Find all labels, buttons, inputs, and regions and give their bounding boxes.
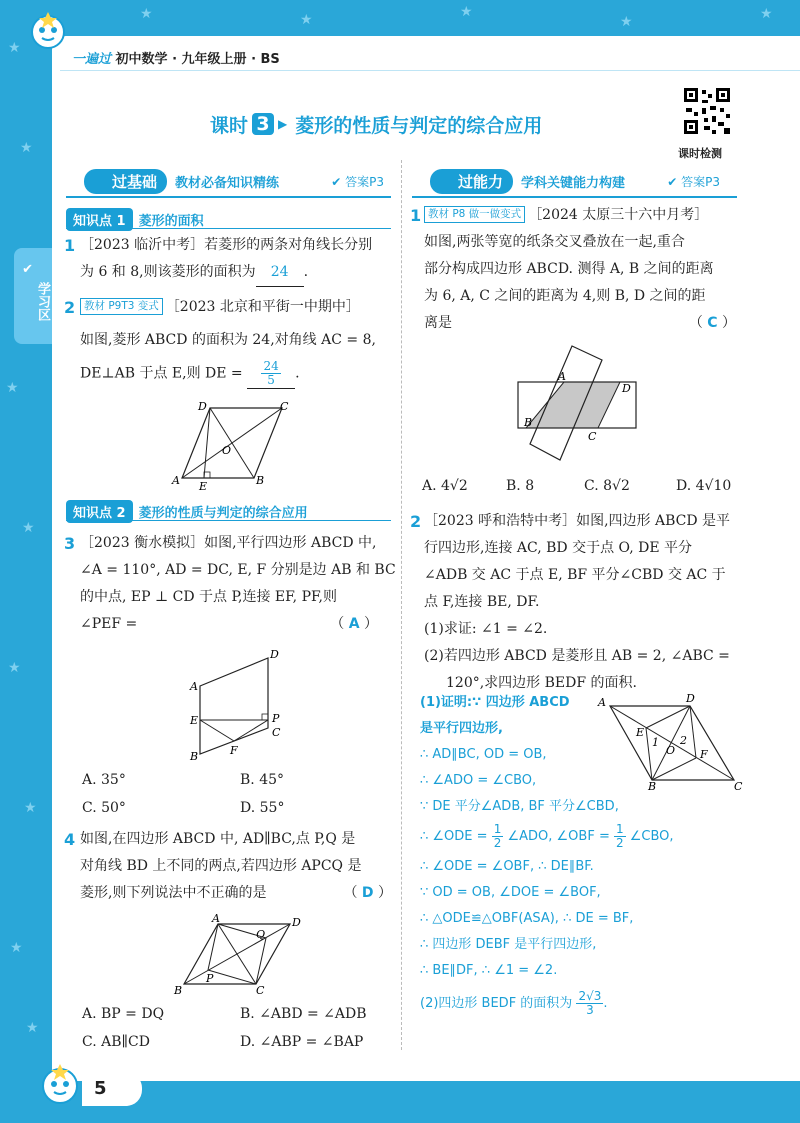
denominator: 2 xyxy=(493,836,502,850)
left-section-tag: 过基础 xyxy=(84,169,167,194)
kp2-title: 菱形的性质与判定的综合应用 xyxy=(138,506,308,521)
option-a[interactable]: A. 35° xyxy=(82,772,126,788)
r2-part1: (1)求证: ∠1 = ∠2. xyxy=(424,621,548,637)
r1-choice: C xyxy=(707,315,718,331)
solution-line xyxy=(420,984,750,1024)
option-b[interactable]: B. 45° xyxy=(240,772,285,788)
angle-2: 2 xyxy=(680,734,687,747)
label-c: C xyxy=(588,430,597,443)
solution-line: ∴ BE∥DF, ∴ ∠1 = ∠2. xyxy=(420,963,558,978)
answer-blank[interactable] xyxy=(247,360,295,389)
background-stars: ★ ★ ★ ★ ★ ★ ★ ★ ★ ★ ★ ★ ★ xyxy=(6,4,773,1036)
solution-line: ∴ AD∥BC, OD = OB, xyxy=(420,747,547,762)
r2-line3: ∠ADB 交 AC 于点 E, BF 平分∠CBD 交 AC 于 xyxy=(424,567,726,583)
solution-line: ∴ 四边形 DEBF 是平行四边形, xyxy=(420,937,597,952)
numerator: 1 xyxy=(493,822,502,836)
q1-period: . xyxy=(303,264,309,280)
solution-line xyxy=(420,820,750,854)
solution-text: (2)四边形 BEDF 的面积为 xyxy=(420,996,573,1011)
answer-numerator: 24 xyxy=(263,359,279,373)
solution-line: ∵ OD = OB, ∠DOE = ∠BOF, xyxy=(420,885,601,900)
header-rule xyxy=(60,70,800,71)
answer-blank[interactable]: 24 xyxy=(256,259,304,287)
option-c[interactable]: C. 50° xyxy=(82,800,126,816)
page-number: 5 xyxy=(82,1072,142,1106)
question-number: 1 xyxy=(410,206,422,225)
label-a: A xyxy=(212,914,220,925)
label-b: B xyxy=(648,780,657,792)
left-section-rule xyxy=(66,196,391,198)
label-e: E xyxy=(636,726,645,739)
fraction-area xyxy=(576,990,603,1017)
lesson-prefix: 课时 xyxy=(210,114,249,137)
label-d: D xyxy=(292,916,301,929)
q1-line1: ［2023 临沂中考］若菱形的两条对角线长分别 xyxy=(80,237,373,253)
q2-text: DE⊥AB 于点 E,则 DE = xyxy=(80,365,243,382)
check-icon: ✔ xyxy=(22,262,33,277)
question-2 xyxy=(80,294,396,389)
q3-line3: 的中点, EP ⊥ CD 于点 P,连接 EF, PF,则 xyxy=(80,589,337,605)
question-number: 2 xyxy=(410,512,422,531)
label-c: C xyxy=(280,400,289,413)
r1-line5 xyxy=(424,310,740,337)
q1-text: 为 6 和 8,则该菱形的面积为 xyxy=(80,264,256,280)
label-b: B xyxy=(190,750,199,762)
fraction-half xyxy=(492,823,504,850)
r1-line1 xyxy=(424,202,740,229)
fraction-half xyxy=(614,823,626,850)
left-section-subtitle: 教材必备知识精练 xyxy=(175,175,280,191)
label-c: C xyxy=(256,984,265,997)
mascot-icon xyxy=(36,1062,84,1110)
r1-text: 离是 xyxy=(424,315,452,331)
lesson-title xyxy=(210,110,610,138)
option-d[interactable]: D. ∠ABP = ∠BAP xyxy=(240,1034,364,1050)
answer-choice[interactable]: （ D ） xyxy=(343,885,392,901)
q3-line4 xyxy=(80,611,396,638)
r2-line1: ［2023 呼和浩特中考］如图,四边形 ABCD 是平 xyxy=(424,513,731,529)
label-f: F xyxy=(230,744,238,757)
label-c: C xyxy=(734,780,743,792)
label-d: D xyxy=(686,692,695,705)
q2-line1 xyxy=(80,294,396,321)
label-a: A xyxy=(172,474,180,487)
r1-line3: 部分构成四边形 ABCD. 测得 A, B 之间的距离 xyxy=(424,261,714,277)
source-tag: 教材 P8 做一做变式 xyxy=(424,206,525,223)
label-d: D xyxy=(198,400,207,413)
kp1-title: 菱形的面积 xyxy=(138,214,204,229)
q3-line2: ∠A = 110°, AD = DC, E, F 分别是边 AB 和 BC xyxy=(80,562,396,578)
solution-line: ∴ ∠ADO = ∠CBO, xyxy=(420,773,537,788)
option-a[interactable]: A. 4√2 xyxy=(422,478,468,494)
question-number: 1 xyxy=(64,236,76,255)
question-4 xyxy=(80,826,396,907)
triangle-icon: ▶ xyxy=(278,117,288,131)
q4-text: 菱形,则下列说法中不正确的是 xyxy=(80,885,267,901)
solution-line: (1)证明:∵ 四边形 ABCD xyxy=(420,695,570,710)
label-e: E xyxy=(190,714,199,727)
figure-r1 xyxy=(512,340,642,464)
question-number: 2 xyxy=(64,298,76,317)
label-p: P xyxy=(272,712,280,725)
option-a[interactable]: A. BP = DQ xyxy=(82,1006,165,1022)
kp1-rule xyxy=(66,228,391,229)
r1-line2: 如图,两张等宽的纸条交叉叠放在一起,重合 xyxy=(424,234,685,250)
solution-text: ∴ ∠ODE = xyxy=(420,829,488,844)
solution-line: ∵ DE 平分∠ADB, BF 平分∠CBD, xyxy=(420,799,619,814)
q2-line3 xyxy=(80,360,396,389)
label-b: B xyxy=(524,416,533,429)
source-tag: 教材 P9T3 变式 xyxy=(80,298,163,315)
label-d: D xyxy=(622,382,631,395)
r1-line4: 为 6, A, C 之间的距离为 4,则 B, D 之间的距 xyxy=(424,288,706,304)
r2-line2: 行四边形,连接 AC, BD 交于点 O, DE 平分 xyxy=(424,540,692,556)
q2-source-text: ［2023 北京和平街一中期中］ xyxy=(165,299,360,315)
label-a: A xyxy=(190,680,198,693)
label-c: C xyxy=(272,726,281,739)
left-answer-ref-text: 答案P3 xyxy=(345,174,384,189)
lesson-title-text: 菱形的性质与判定的综合应用 xyxy=(295,114,543,137)
question-number: 4 xyxy=(64,830,76,849)
side-tab-label: 学习区 xyxy=(35,281,50,321)
numerator: 2√3 xyxy=(578,989,602,1003)
q2-period: . xyxy=(295,365,300,382)
denominator: 3 xyxy=(586,1003,594,1017)
solution-text: ∠CBO, xyxy=(629,829,674,844)
q4-line3 xyxy=(80,880,396,907)
r1-source-text: ［2024 太原三十六中月考］ xyxy=(528,207,709,223)
figure-q4 xyxy=(170,914,304,998)
option-c[interactable]: C. 8√2 xyxy=(584,478,630,494)
course-info: 初中数学 · 九年级上册 · BS xyxy=(115,52,280,67)
right-question-2 xyxy=(424,508,740,697)
answer-choice[interactable]: （ A ） xyxy=(330,616,378,632)
kp2-badge: 知识点 2 xyxy=(66,500,133,523)
column-divider xyxy=(401,160,402,1050)
q3-text: ∠PEF = xyxy=(80,616,138,632)
figure-q2 xyxy=(170,400,290,492)
answer-choice[interactable]: （ C ） xyxy=(688,315,736,331)
r2-part2b: 120°,求四边形 BEDF 的面积. xyxy=(446,675,637,691)
q3-line1: ［2023 衡水模拟］如图,平行四边形 ABCD 中, xyxy=(80,535,377,551)
right-section-rule xyxy=(412,196,737,198)
right-section-header xyxy=(430,168,720,194)
figure-q3 xyxy=(188,644,290,762)
side-tab[interactable] xyxy=(14,248,52,344)
q4-choice: D xyxy=(361,885,374,901)
r2-part2a: (2)若四边形 ABCD 是菱形且 AB = 2, ∠ABC = xyxy=(424,648,730,664)
left-answer-ref: ✔ 答案P3 xyxy=(331,174,384,189)
mascot-icon xyxy=(24,10,72,52)
numerator: 1 xyxy=(615,822,624,836)
right-section-tag: 过能力 xyxy=(430,169,513,194)
q4-line1: 如图,在四边形 ABCD 中, AD∥BC,点 P,Q 是 xyxy=(80,831,356,847)
kp1-badge: 知识点 1 xyxy=(66,208,133,231)
solution-line: ∴ ∠ODE = ∠OBF, ∴ DE∥BF. xyxy=(420,859,594,874)
label-d: D xyxy=(270,648,279,661)
right-answer-ref-text: 答案P3 xyxy=(681,174,720,189)
label-b: B xyxy=(256,474,265,487)
label-a: A xyxy=(598,696,606,709)
right-question-1 xyxy=(424,202,740,337)
q1-line2 xyxy=(80,259,396,287)
solution-line: 是平行四边形, xyxy=(420,721,503,736)
option-b[interactable]: B. 8 xyxy=(506,478,535,494)
option-d[interactable]: D. 4√10 xyxy=(676,478,732,494)
label-o: O xyxy=(222,444,232,457)
solution-text: . xyxy=(603,996,608,1011)
question-number: 3 xyxy=(64,534,76,553)
label-p: P xyxy=(206,972,214,985)
answer-denominator: 5 xyxy=(267,373,275,387)
running-header xyxy=(72,48,280,67)
lesson-number: 3 xyxy=(252,113,274,135)
kp2-rule xyxy=(66,520,391,521)
q4-line2: 对角线 BD 上不同的两点,若四边形 APCQ 是 xyxy=(80,858,362,874)
solution-line: ∴ △ODE≌△OBF(ASA), ∴ DE = BF, xyxy=(420,911,634,926)
figure-r2 xyxy=(596,692,746,792)
q2-line2: 如图,菱形 ABCD 的面积为 24,对角线 AC = 8, xyxy=(80,332,376,348)
angle-1: 1 xyxy=(652,736,659,749)
label-f: F xyxy=(700,748,708,761)
label-e: E xyxy=(199,480,208,492)
r2-line4: 点 F,连接 BE, DF. xyxy=(424,594,540,610)
brand-name: 一遍过 xyxy=(72,52,112,67)
left-section-header xyxy=(84,168,384,194)
label-a: A xyxy=(558,370,566,383)
option-d[interactable]: D. 55° xyxy=(240,800,285,816)
label-b: B xyxy=(174,984,183,997)
right-answer-ref: ✔ 答案P3 xyxy=(667,174,720,189)
label-q: Q xyxy=(256,928,266,941)
option-c[interactable]: C. AB∥CD xyxy=(82,1034,150,1050)
question-1 xyxy=(80,232,396,287)
solution-text: ∠ADO, ∠OBF = xyxy=(507,829,610,844)
question-3 xyxy=(80,530,396,638)
denominator: 2 xyxy=(615,836,624,850)
label-o: O xyxy=(666,744,676,757)
q3-choice: A xyxy=(348,616,360,632)
qr-label: 课时检测 xyxy=(678,147,722,160)
option-b[interactable]: B. ∠ABD = ∠ADB xyxy=(240,1006,367,1022)
right-section-subtitle: 学科关键能力构建 xyxy=(521,175,626,191)
qr-code-icon[interactable] xyxy=(682,86,732,136)
